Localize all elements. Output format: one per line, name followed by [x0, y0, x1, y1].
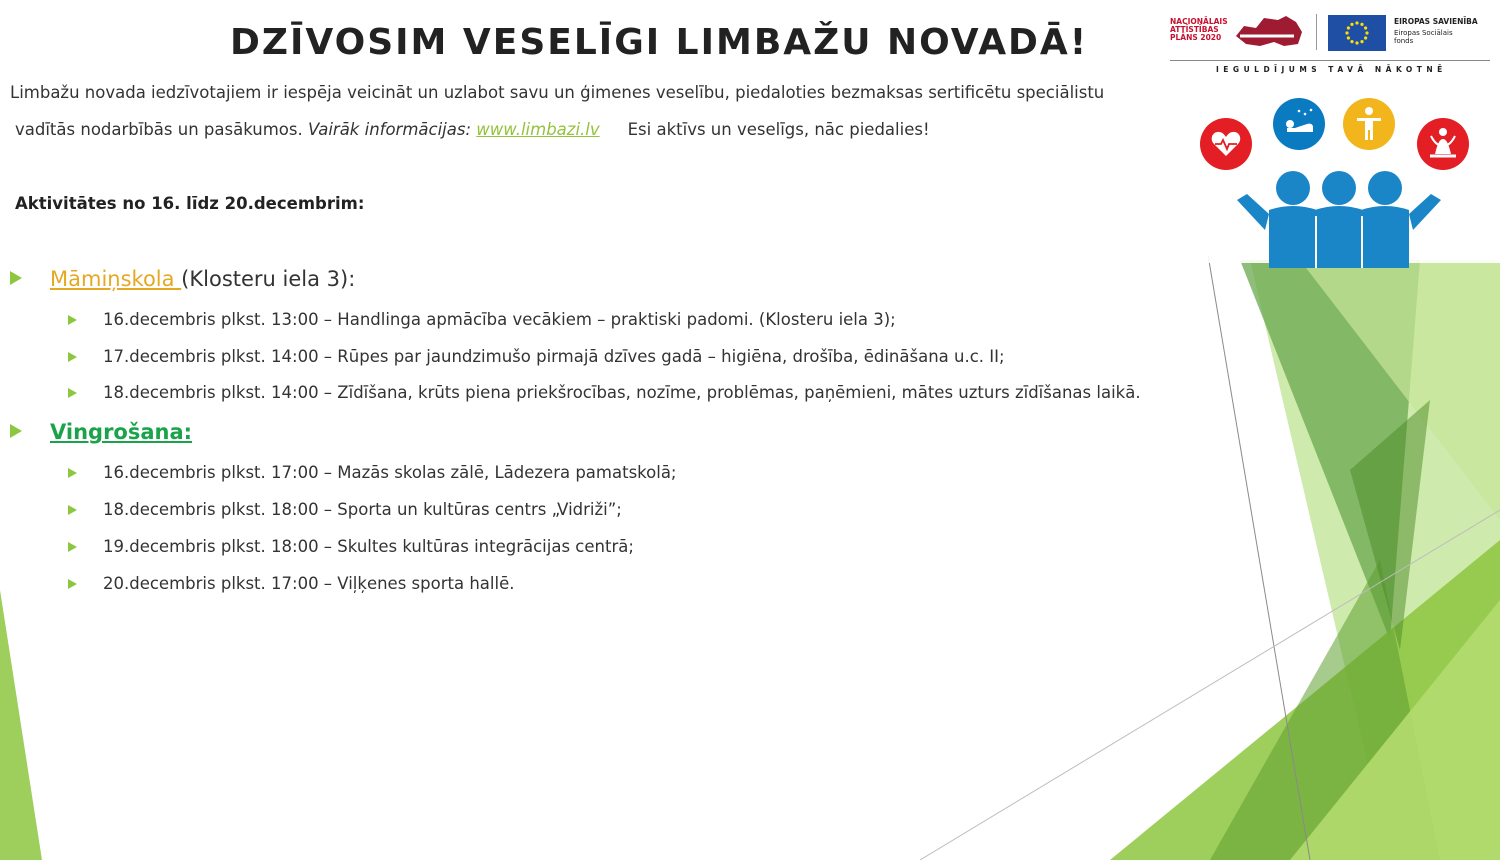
- bullet-arrow-icon: [68, 468, 77, 478]
- funding-logos: [1168, 12, 1498, 82]
- bullet-arrow-icon: [68, 315, 77, 325]
- latvia-map-icon: [1234, 14, 1306, 50]
- section-vingrosana: [10, 420, 192, 444]
- health-illustration: [1195, 92, 1480, 267]
- logo-divider: [1170, 60, 1490, 61]
- website-link[interactable]: www.limbazi.lv: [476, 120, 600, 139]
- eu-flag-icon: [1328, 15, 1386, 51]
- list-item: [68, 537, 634, 556]
- bullet-arrow-icon: [10, 424, 22, 438]
- maminskola-link[interactable]: Māmiņskola: [50, 267, 182, 291]
- meditation-icon: [1417, 118, 1469, 170]
- intro-line-2: [15, 120, 930, 139]
- nap-logo-text: NACIONĀLAIS ATTĪSTĪBAS PLĀNS 2020: [1170, 17, 1228, 42]
- sleep-icon: [1273, 98, 1325, 150]
- bullet-arrow-icon: [68, 579, 77, 589]
- list-item: [68, 347, 1005, 366]
- intro-text: vadītās nodarbībās un pasākumos.: [15, 120, 308, 139]
- list-item-text: 16.decembris plkst. 13:00 – Handlinga apmācība vecākiem – praktiski padomi. (Klosteru iela 3);: [103, 310, 896, 329]
- vingrosana-link[interactable]: Vingrošana:: [50, 420, 193, 444]
- list-item: [68, 310, 896, 329]
- intro-line-1: Limbažu novada iedzīvotajiem ir iespēja veicināt un uzlabot savu un ģimenes veselību, piedaloties bezmaksas sertificētu speciālistu: [10, 83, 1105, 102]
- section-mamins-kola: [10, 267, 355, 291]
- bullet-arrow-icon: [68, 388, 77, 398]
- motto: IEGULDĪJUMS TAVĀ NĀKOTNĒ: [1216, 65, 1447, 74]
- list-item: [68, 463, 677, 482]
- more-info-label: Vairāk informācijas:: [307, 120, 477, 139]
- bullet-arrow-icon: [68, 352, 77, 362]
- fitness-person-icon: [1343, 98, 1395, 150]
- list-item-text: 18.decembris plkst. 14:00 – Zīdīšana, krūts piena priekšrocības, nozīme, problēmas, paņēmieni, mātes uzturs zīdīšanas laikā.: [103, 383, 1141, 402]
- section-detail: (Klosteru iela 3):: [181, 267, 356, 291]
- list-item-text: 16.decembris plkst. 17:00 – Mazās skolas zālē, Lādezera pamatskolā;: [103, 463, 677, 482]
- page-title: DZĪVOSIM VESELĪGI LIMBAŽU NOVADĀ!: [230, 22, 1089, 63]
- heart-icon: [1200, 118, 1252, 170]
- bullet-arrow-icon: [68, 542, 77, 552]
- bullet-arrow-icon: [68, 505, 77, 515]
- list-item-text: 20.decembris plkst. 17:00 – Viļķenes sporta hallē.: [103, 574, 515, 593]
- list-item-text: 18.decembris plkst. 18:00 – Sporta un kultūras centrs „Vidriži”;: [103, 500, 622, 519]
- activities-heading: Aktivitātes no 16. līdz 20.decembrim:: [15, 194, 365, 213]
- list-item: [68, 574, 514, 593]
- bullet-arrow-icon: [10, 271, 22, 285]
- list-item: [68, 500, 622, 519]
- call-to-action: Esi aktīvs un veselīgs, nāc piedalies!: [627, 120, 930, 139]
- eu-fund: Eiropas Sociālais fonds: [1394, 29, 1453, 45]
- logo-separator: [1316, 14, 1317, 50]
- eu-title: EIROPAS SAVIENĪBA: [1394, 17, 1478, 26]
- people-group-icon: [1235, 168, 1445, 268]
- list-item-text: 19.decembris plkst. 18:00 – Skultes kultūras integrācijas centrā;: [103, 537, 634, 556]
- list-item: [68, 383, 1141, 402]
- list-item-text: 17.decembris plkst. 14:00 – Rūpes par jaundzimušo pirmajā dzīves gadā – higiēna, drošība, ēdināšana u.c. II;: [103, 347, 1005, 366]
